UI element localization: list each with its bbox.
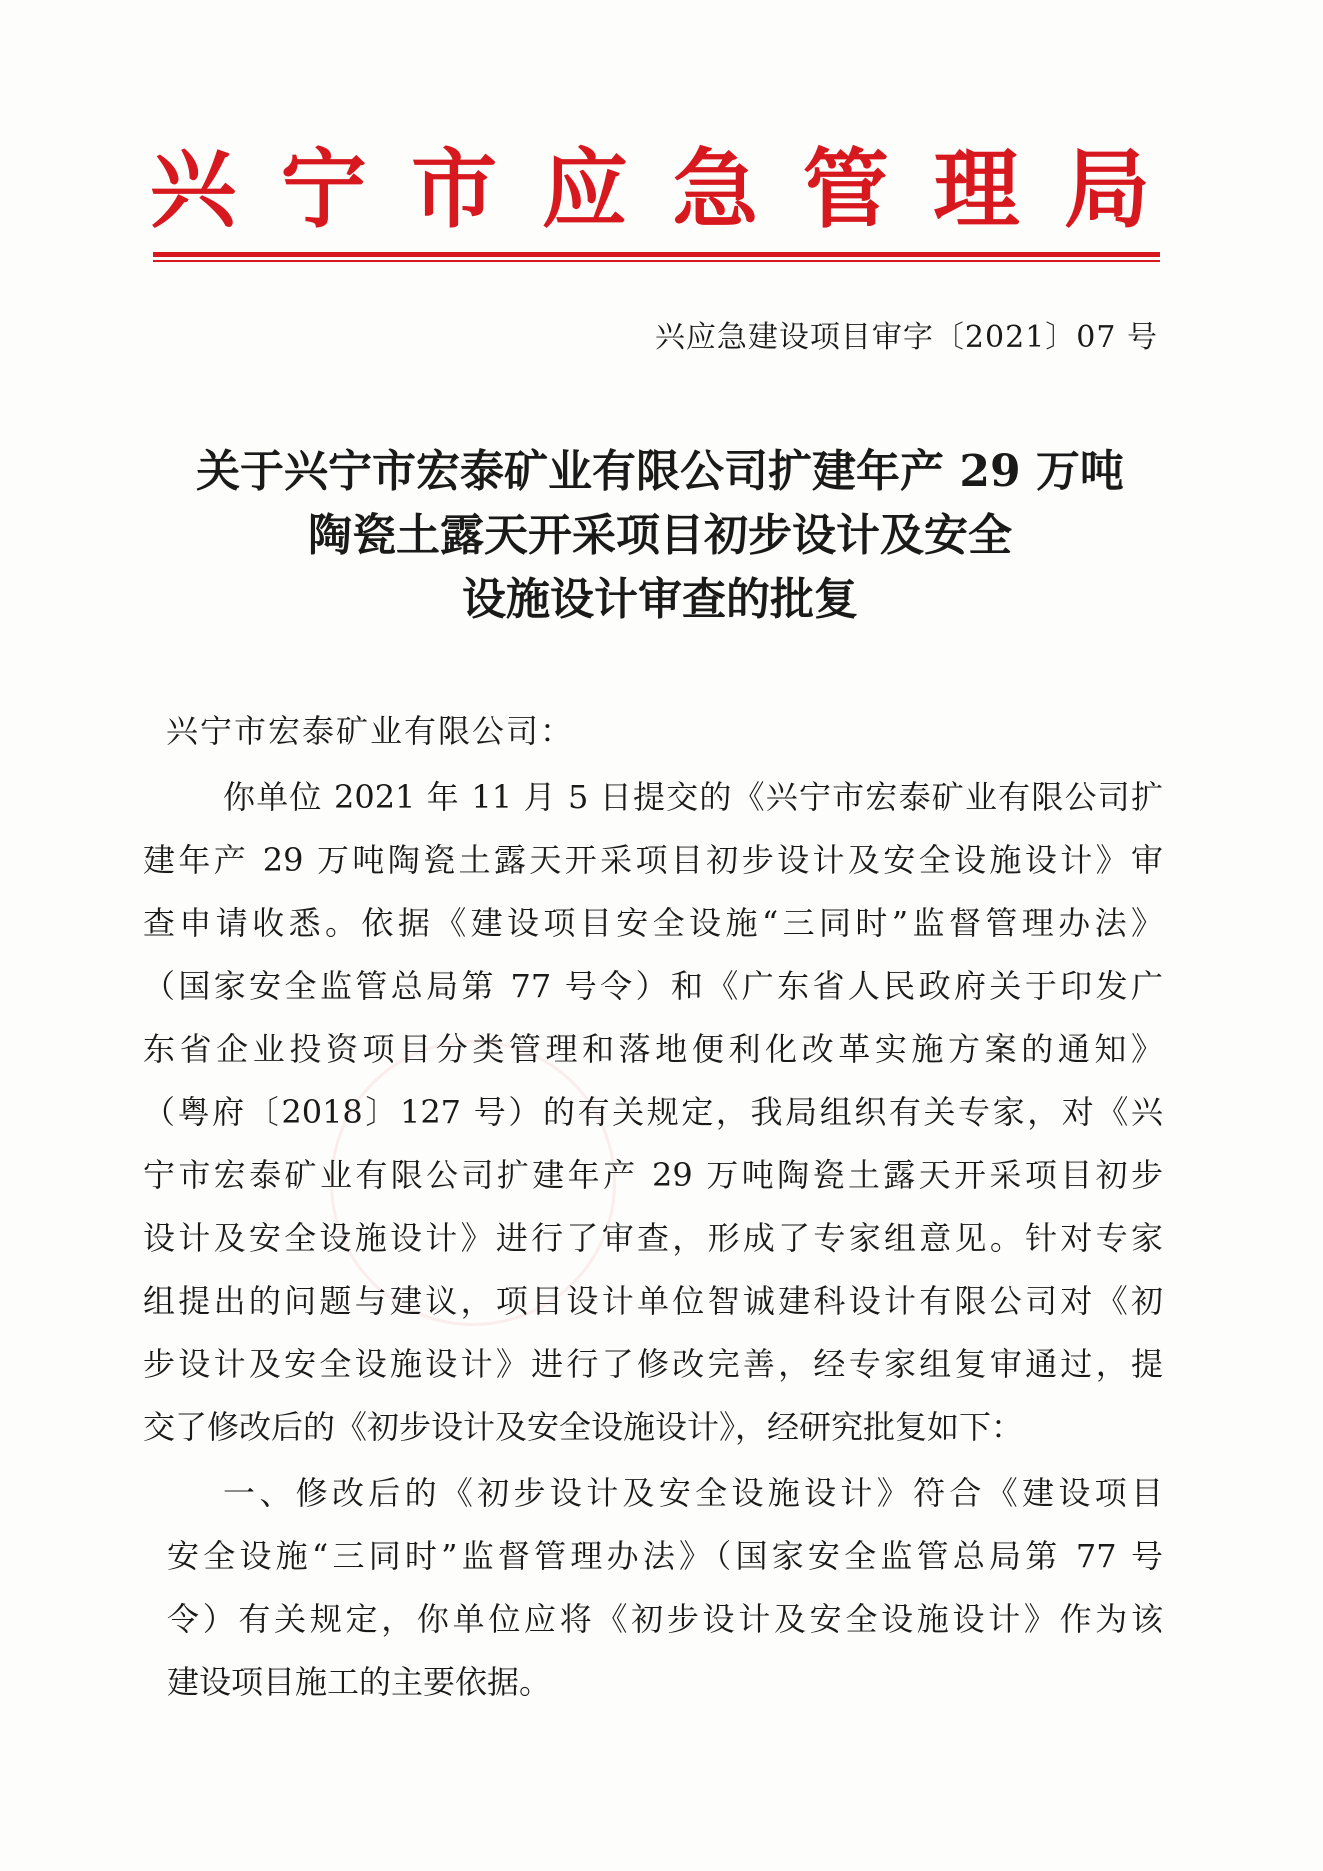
- agency-masthead: [150, 140, 1150, 240]
- body-line: （国家安全监管总局第 77 号令）和《广东省人民政府关于印发广: [143, 967, 1163, 1005]
- salutation: 兴宁市宏泰矿业有限公司：: [166, 712, 575, 750]
- body-line: 步设计及安全设施设计》进行了修改完善，经专家组复审通过，提: [143, 1345, 1163, 1383]
- body-line: 宁市宏泰矿业有限公司扩建年产 29 万吨陶瓷土露天开采项目初步: [143, 1156, 1163, 1194]
- masthead-char: 管: [802, 140, 889, 240]
- masthead-red-rule-thin: [153, 260, 1160, 262]
- body-line: 你单位 2021 年 11 月 5 日提交的《兴宁市宏泰矿业有限公司扩: [223, 778, 1163, 816]
- masthead-char: 市: [411, 140, 498, 240]
- body-line: 查申请收悉。依据《建设项目安全设施“三同时”监督管理办法》: [143, 904, 1163, 942]
- section-line: 一、修改后的《初步设计及安全设施设计》符合《建设项目: [223, 1474, 1163, 1512]
- title-line: 设施设计审查的批复: [462, 574, 858, 625]
- body-line: 建年产 29 万吨陶瓷土露天开采项目初步设计及安全设施设计》审: [143, 841, 1163, 879]
- masthead-char: 应: [541, 140, 628, 240]
- section-one-paragraph: [143, 1462, 1163, 1714]
- masthead-char: 兴: [150, 140, 236, 240]
- body-paragraph: [143, 766, 1163, 1459]
- body-line: 设计及安全设施设计》进行了审查，形成了专家组意见。针对专家: [143, 1219, 1163, 1257]
- body-line: （粤府〔2018〕127 号）的有关规定，我局组织有关专家，对《兴: [143, 1093, 1163, 1131]
- title-line: 关于兴宁市宏泰矿业有限公司扩建年产 29 万吨: [196, 446, 1124, 497]
- masthead-char: 理: [933, 140, 1020, 240]
- section-line: 安全设施“三同时”监督管理办法》（国家安全监管总局第 77 号: [167, 1537, 1163, 1575]
- masthead-char: 宁: [280, 140, 367, 240]
- title-line: 陶瓷土露天开采项目初步设计及安全: [308, 510, 1012, 561]
- section-line: 令）有关规定，你单位应将《初步设计及安全设施设计》作为该: [167, 1600, 1163, 1638]
- section-line: 建设项目施工的主要依据。: [167, 1663, 552, 1701]
- document-title: [140, 440, 1180, 632]
- masthead-char: 急: [672, 140, 759, 240]
- body-line: 东省企业投资项目分类管理和落地便利化改革实施方案的通知》: [143, 1030, 1163, 1068]
- document-number: 兴应急建设项目审字〔2021〕07 号: [654, 320, 1158, 355]
- body-line: 组提出的问题与建议，项目设计单位智诚建科设计有限公司对《初: [143, 1282, 1163, 1320]
- masthead-char: 局: [1063, 140, 1150, 240]
- body-line: 交了修改后的《初步设计及安全设施设计》，经研究批复如下：: [143, 1408, 1024, 1446]
- masthead-red-rule: [153, 252, 1160, 257]
